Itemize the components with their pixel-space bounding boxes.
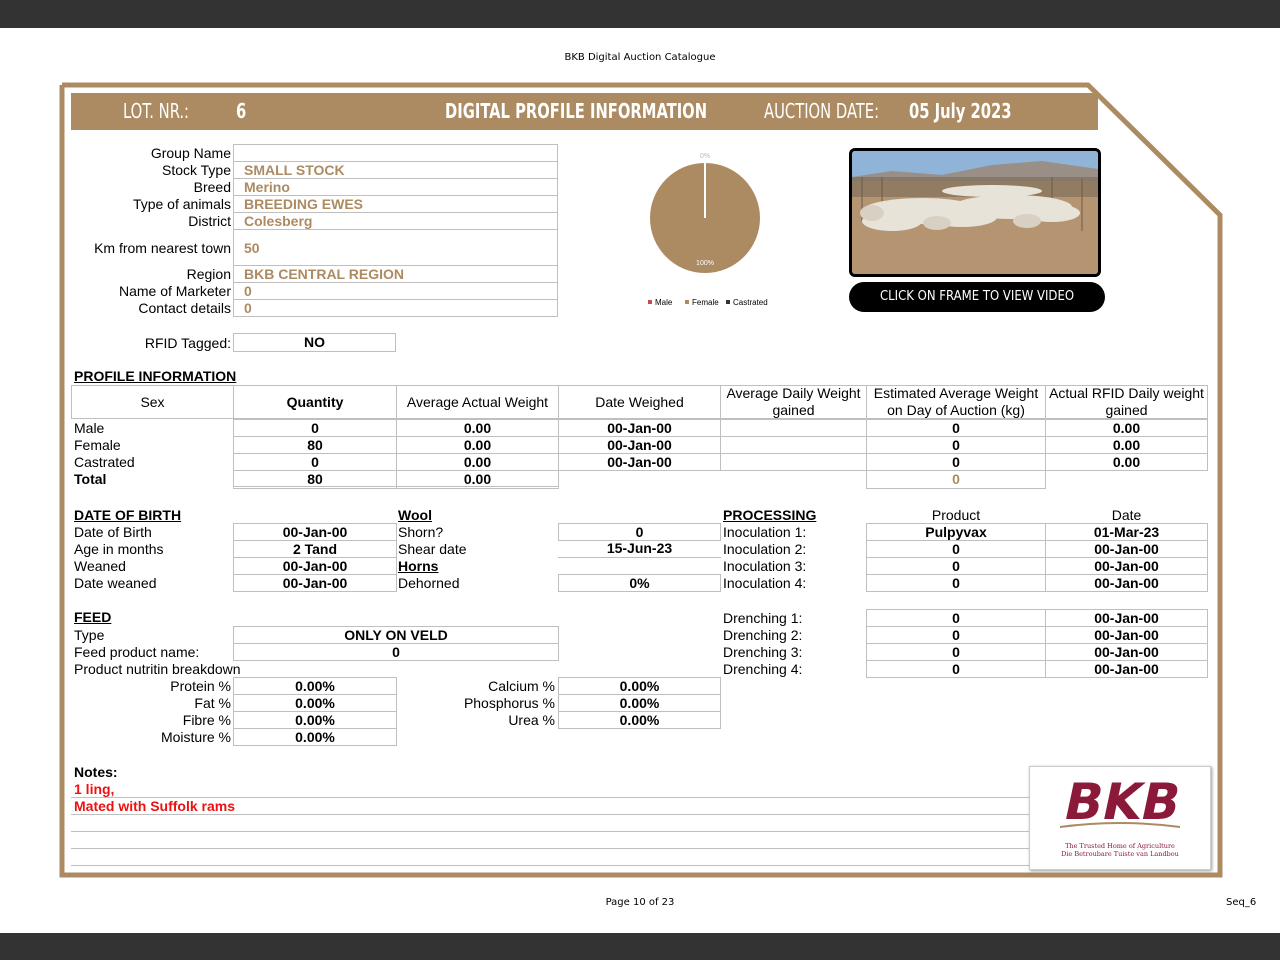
inoculation-3-date: 00-Jan-00 <box>1045 557 1208 575</box>
processing-heading: PROCESSING <box>723 507 817 523</box>
castrated-adg <box>720 453 867 471</box>
bkb-logo-text: BKB <box>1058 772 1187 831</box>
calcium-value: 0.00% <box>558 677 721 695</box>
total-label: Total <box>74 471 107 487</box>
female-est: 0 <box>866 436 1046 454</box>
total-avg: 0.00 <box>396 470 559 489</box>
feed-heading: FEED <box>74 609 112 625</box>
castrated-date: 00-Jan-00 <box>558 453 721 471</box>
drenching-2-date: 00-Jan-00 <box>1045 626 1208 644</box>
nutrition-breakdown-label: Product nutritin breakdown <box>74 661 241 677</box>
male-rfid: 0.00 <box>1045 419 1208 437</box>
logo-tagline-1: The Trusted Home of Agriculture <box>1065 842 1175 850</box>
female-avg: 0.00 <box>396 436 559 454</box>
drenching-4-date: 00-Jan-00 <box>1045 660 1208 678</box>
feed-type-label: Type <box>74 627 105 643</box>
pie-data-label-male: 0% <box>699 153 711 160</box>
km-label: Km from nearest town <box>94 240 231 256</box>
male-adg <box>720 419 867 437</box>
notes-rule <box>71 865 1029 866</box>
legend-label-castrated: Castrated <box>733 298 768 307</box>
row-sex-castrated: Castrated <box>74 454 135 470</box>
region-value: BKB CENTRAL REGION <box>244 266 404 282</box>
rfid-value: NO <box>233 333 396 352</box>
notes-rule <box>71 814 1029 815</box>
col-adg: Average Daily Weight gained <box>720 385 867 419</box>
moisture-value: 0.00% <box>233 728 397 746</box>
legend-label-male: Male <box>655 298 673 307</box>
pie-data-label-female: 100% <box>696 260 714 267</box>
inoculation-3-label: Inoculation 3: <box>723 558 807 574</box>
drenching-3-date: 00-Jan-00 <box>1045 643 1208 661</box>
shorn-value: 0 <box>558 523 721 541</box>
fibre-label: Fibre % <box>182 712 231 728</box>
col-date-weighed: Date Weighed <box>558 385 721 419</box>
moisture-label: Moisture % <box>160 729 231 745</box>
sex-pie-chart <box>630 145 790 315</box>
feed-product-value: 0 <box>233 643 559 661</box>
protein-label: Protein % <box>170 678 231 694</box>
castrated-est: 0 <box>866 453 1046 471</box>
feed-product-label: Feed product name: <box>74 644 200 660</box>
inoculation-4-date: 00-Jan-00 <box>1045 574 1208 592</box>
col-est-weight: Estimated Average Weight on Day of Auction (kg) <box>866 385 1046 419</box>
breed-value: Merino <box>244 179 290 195</box>
bkb-logo-graphic <box>1030 767 1210 869</box>
row-divider <box>233 299 558 300</box>
inoculation-2-product: 0 <box>866 540 1046 558</box>
rfid-label: RFID Tagged: <box>144 335 231 351</box>
male-est: 0 <box>866 419 1046 437</box>
date-weaned-label: Date weaned <box>74 575 157 591</box>
weaned-value: 00-Jan-00 <box>233 557 397 575</box>
drenching-4-label: Drenching 4: <box>723 661 803 677</box>
view-video-button[interactable]: CLICK ON FRAME TO VIEW VIDEO <box>849 282 1105 312</box>
dehorned-value: 0% <box>558 574 721 592</box>
notes-line-1: 1 ling, <box>74 781 115 797</box>
notes-line-2: Mated with Suffolk rams <box>74 798 236 814</box>
notes-rule <box>71 797 1029 798</box>
shorn-label: Shorn? <box>398 524 444 540</box>
drenching-3-label: Drenching 3: <box>723 644 803 660</box>
col-quantity: Quantity <box>233 385 397 419</box>
fibre-value: 0.00% <box>233 711 397 729</box>
type-of-animals-label: Type of animals <box>132 196 231 212</box>
male-avg: 0.00 <box>396 419 559 437</box>
banner-title: DIGITAL PROFILE INFORMATION <box>445 99 708 123</box>
fat-value: 0.00% <box>233 694 397 712</box>
inoculation-2-date: 00-Jan-00 <box>1045 540 1208 558</box>
auction-date-label: AUCTION DATE: <box>764 99 880 123</box>
horns-heading: Horns <box>398 558 439 574</box>
urea-label: Urea % <box>508 712 555 728</box>
total-qty: 80 <box>233 470 397 489</box>
male-qty: 0 <box>233 419 397 437</box>
drenching-1-date: 00-Jan-00 <box>1045 609 1208 627</box>
drenching-4-product: 0 <box>866 660 1046 678</box>
dob-value: 00-Jan-00 <box>233 523 397 541</box>
dob-label: Date of Birth <box>74 524 152 540</box>
dob-heading: DATE OF BIRTH <box>74 507 182 523</box>
district-label: District <box>188 213 231 229</box>
col-rfid-weight: Actual RFID Daily weight gained <box>1045 385 1208 419</box>
video-thumbnail[interactable] <box>849 148 1101 277</box>
castrated-avg: 0.00 <box>396 453 559 471</box>
auction-date-value: 05 July 2023 <box>909 99 1012 123</box>
legend-swatch-male <box>648 300 652 304</box>
drenching-2-label: Drenching 2: <box>723 627 803 643</box>
inoculation-4-product: 0 <box>866 574 1046 592</box>
age-value: 2 Tand <box>233 540 397 558</box>
phosphorus-label: Phosphorus % <box>463 695 555 711</box>
date-col-heading: Date <box>1111 507 1142 523</box>
marketer-value: 0 <box>244 283 252 299</box>
date-weaned-value: 00-Jan-00 <box>233 574 397 592</box>
castrated-rfid: 0.00 <box>1045 453 1208 471</box>
female-adg <box>720 436 867 454</box>
dehorned-label: Dehorned <box>398 575 460 591</box>
legend-label-female: Female <box>692 298 719 307</box>
female-rfid: 0.00 <box>1045 436 1208 454</box>
legend-swatch-castrated <box>726 300 730 304</box>
urea-value: 0.00% <box>558 711 721 729</box>
col-avg-weight: Average Actual Weight <box>396 385 559 419</box>
legend-swatch-female <box>685 300 689 304</box>
lot-banner <box>71 93 1098 130</box>
sheep-photo <box>852 151 1098 274</box>
drenching-1-product: 0 <box>866 609 1046 627</box>
notes-rule <box>71 831 1029 832</box>
profile-heading: PROFILE INFORMATION <box>74 368 237 384</box>
drenching-1-label: Drenching 1: <box>723 610 803 626</box>
fat-label: Fat % <box>194 695 231 711</box>
stock-type-label: Stock Type <box>161 162 231 178</box>
shear-date-label: Shear date <box>398 541 467 557</box>
region-label: Region <box>186 266 231 282</box>
km-value: 50 <box>244 240 260 256</box>
type-of-animals-value: BREEDING EWES <box>244 196 364 212</box>
notes-rule <box>71 848 1029 849</box>
female-date: 00-Jan-00 <box>558 436 721 454</box>
phosphorus-value: 0.00% <box>558 694 721 712</box>
wool-heading: Wool <box>398 507 432 523</box>
total-est: 0 <box>866 470 1046 489</box>
contact-label: Contact details <box>138 300 231 316</box>
drenching-2-product: 0 <box>866 626 1046 644</box>
sequence-id: Seq_6 <box>1226 897 1257 908</box>
district-value: Colesberg <box>244 213 313 229</box>
row-sex-male: Male <box>74 420 105 436</box>
pie-legend <box>648 298 768 307</box>
marketer-label: Name of Marketer <box>118 283 231 299</box>
document-header: BKB Digital Auction Catalogue <box>564 52 716 63</box>
contact-value: 0 <box>244 300 252 316</box>
stock-type-value: SMALL STOCK <box>244 162 345 178</box>
weaned-label: Weaned <box>74 558 126 574</box>
inoculation-1-product: Pulpyvax <box>866 523 1046 541</box>
lot-value: 6 <box>236 99 247 123</box>
castrated-qty: 0 <box>233 453 397 471</box>
inoculation-3-product: 0 <box>866 557 1046 575</box>
notes-heading: Notes: <box>74 764 118 780</box>
inoculation-1-date: 01-Mar-23 <box>1045 523 1208 541</box>
protein-value: 0.00% <box>233 677 397 695</box>
lot-label: LOT. NR.: <box>123 99 190 123</box>
shear-date-value: 15-Jun-23 <box>558 540 721 558</box>
breed-label: Breed <box>193 179 231 195</box>
logo-tagline-2: Die Betroubare Tuiste van Landbou <box>1061 850 1179 858</box>
calcium-label: Calcium % <box>488 678 555 694</box>
female-qty: 80 <box>233 436 397 454</box>
product-col-heading: Product <box>931 507 981 523</box>
male-date: 00-Jan-00 <box>558 419 721 437</box>
bkb-logo <box>1029 766 1211 870</box>
inoculation-1-label: Inoculation 1: <box>723 524 807 540</box>
col-sex: Sex <box>71 385 234 419</box>
row-sex-female: Female <box>74 437 121 453</box>
page-number: Page 10 of 23 <box>605 897 675 908</box>
drenching-3-product: 0 <box>866 643 1046 661</box>
age-label: Age in months <box>74 541 164 557</box>
inoculation-2-label: Inoculation 2: <box>723 541 807 557</box>
inoculation-4-label: Inoculation 4: <box>723 575 807 591</box>
group-name-label: Group Name <box>150 145 231 161</box>
feed-type-value: ONLY ON VELD <box>233 626 559 644</box>
